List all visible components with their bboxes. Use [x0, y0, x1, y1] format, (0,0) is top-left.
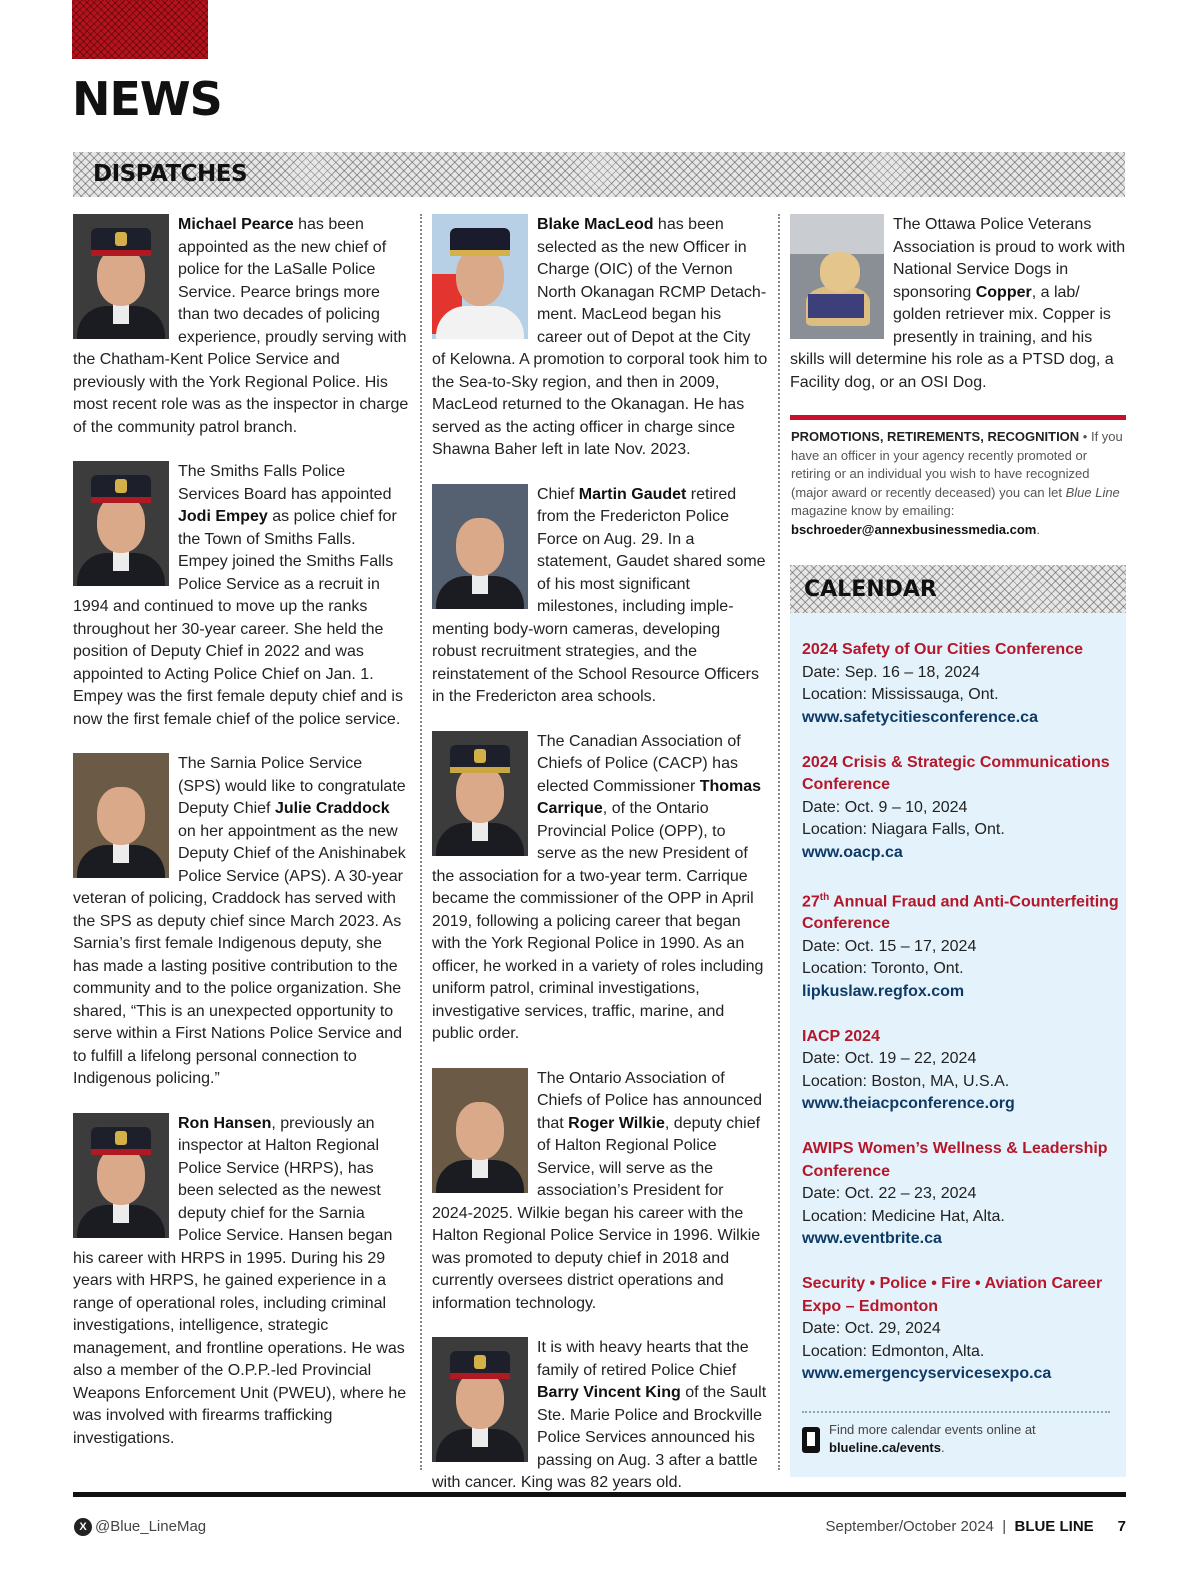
- dispatches-heading: DISPATCHES: [93, 161, 248, 187]
- event-location: Location: Medicine Hat, Alta.: [802, 1207, 1005, 1225]
- promo-body: If you have an officer in your agency recently promoted or retiring or an individual you wish to have recognized (major award or recently deceased) you can let: [791, 429, 1123, 500]
- column-2: [432, 214, 768, 1495]
- event-location: Location: Niagara Falls, Ont.: [802, 821, 1005, 838]
- news-text: has been selected as the new Officer in Charge (OIC) of the Vernon North Okanagan RCMP Detachment. MacLeod began his career out of Depot at the City of Kelowna. A promotion to corporal took him to the Sea-to-Sky region, and then in 2009, MacLeod returned to the Okanagan. He has served as the acting officer in charge since Shawna Baher left in late Nov. 2023.: [432, 216, 768, 458]
- event-title: 2024 Crisis & Strategic Communications Conference: [802, 753, 1110, 793]
- officer-photo: [73, 461, 169, 586]
- calendar-banner: [790, 565, 1126, 613]
- event-date: Date: Sep. 16 – 18, 2024: [802, 663, 980, 681]
- news-text: , a lab/ golden retriever mix. Copper is presently in training, and his skills will determine his role as a PTSD dog, a Facility dog, or an OSI Dog.: [790, 283, 1114, 391]
- section-title: NEWS: [72, 72, 222, 126]
- calendar-more-period: .: [941, 1440, 945, 1455]
- column-3: [790, 214, 1126, 394]
- event-location: Location: Mississauga, Ont.: [802, 686, 999, 703]
- officer-photo: [73, 1113, 169, 1238]
- news-text: The Canadian Association of Chiefs of Police (CACP) has elected Commissioner: [537, 732, 741, 795]
- news-text: Chief: [537, 485, 579, 503]
- person-name: Thomas Carrique: [537, 777, 762, 817]
- officer-photo: [432, 731, 528, 856]
- event-location: Location: Boston, MA, U.S.A.: [802, 1072, 1010, 1090]
- dispatches-banner: [73, 152, 1125, 197]
- news-item-craddock: [73, 753, 409, 1091]
- event-link[interactable]: www.emergencyservicesexpo.ca: [802, 1365, 1052, 1383]
- tablet-icon: [802, 1427, 820, 1453]
- event-title: AWIPS Women’s Wellness & Leadership Conference: [802, 1140, 1108, 1180]
- news-item-copper: [790, 214, 1126, 394]
- calendar-event: [802, 887, 1122, 1004]
- column-1: [73, 214, 409, 1450]
- news-text: It is with heavy hearts that the family of retired Police Chief: [537, 1339, 749, 1379]
- dog-name: Copper: [975, 283, 1032, 301]
- column-divider: [778, 214, 780, 1470]
- event-date: Date: Oct. 9 – 10, 2024: [802, 798, 968, 816]
- event-title: 2024 Safety of Our Cities Conference: [802, 641, 1083, 658]
- news-text: , of the Ontario Provincial Police (OPP), to serve as the new President of the association for a two-year term. Carrique became the commissioner of the OPP in April 2019, following a policing career that began with the York Regional Police in 1990. As an officer, he worked in a variety of roles including uniform patrol, criminal investigations, investigative services, traffic, marine, and public order.: [432, 800, 764, 1042]
- magazine-title: BLUE LINE: [1014, 1518, 1094, 1535]
- calendar-event: [802, 1138, 1122, 1251]
- calendar-event: [802, 752, 1122, 865]
- promo-body: magazine know by emailing:: [791, 503, 955, 518]
- news-item-pearce: [73, 214, 409, 439]
- event-title-suffix: th: [819, 891, 830, 903]
- social-handle[interactable]: @Blue_LineMag: [95, 1518, 207, 1535]
- person-name: Blake MacLeod: [537, 216, 654, 233]
- calendar-events: [802, 639, 1122, 1408]
- calendar-events-link[interactable]: blueline.ca/events: [829, 1440, 941, 1455]
- calendar-panel: [790, 565, 1126, 1477]
- footer-social: [74, 1518, 206, 1536]
- calendar-event: [802, 639, 1122, 729]
- calendar-more: [802, 1411, 1110, 1457]
- event-link[interactable]: www.safetycitiesconference.ca: [802, 708, 1038, 726]
- event-date: Date: Oct. 22 – 23, 2024: [802, 1185, 977, 1203]
- person-name: Barry Vincent King: [537, 1384, 681, 1401]
- promo-email-link[interactable]: bschroeder@annexbusinessmedia.com: [791, 521, 1037, 537]
- promo-period: .: [1036, 521, 1040, 537]
- news-item-carrique: [432, 731, 768, 1046]
- news-text: The Ontario Association of Chiefs of Police has announced that: [537, 1069, 763, 1132]
- event-link[interactable]: www.oacp.ca: [802, 843, 903, 861]
- footer-rule: [73, 1492, 1126, 1497]
- officer-photo: [73, 214, 169, 339]
- news-text: has been appointed as the new chief of police for the LaSalle Police Service. Pearce brings more than two decades of policing experience, proudly serving with the Chatham-Kent Police Service and previously with the York Regional Police. His most recent role was as the inspector in charge of the community patrol branch.: [73, 216, 409, 436]
- footer-separator: |: [993, 1518, 1015, 1535]
- news-text: , deputy chief of Halton Regional Police Service, will serve as the association’s President for 2024-2025. Wilkie began his career with the Halton Regional Police Service in 1996. Wilkie was promoted to deputy chief in 2018 and currently oversees district operations and information technology.: [432, 1114, 761, 1312]
- event-title-text: Annual Fraud and Anti-Counterfeiting Conference: [802, 892, 1119, 933]
- person-name: Roger Wilkie: [568, 1114, 665, 1132]
- event-date: Date: Oct. 19 – 22, 2024: [802, 1050, 977, 1068]
- news-item-macleod: [432, 214, 768, 462]
- event-title: Security • Police • Fire • Aviation Career Expo – Edmonton: [802, 1275, 1103, 1315]
- calendar-more-text: Find more calendar events online at: [829, 1422, 1036, 1437]
- issue-date: September/October 2024: [825, 1518, 994, 1535]
- officer-photo: [432, 1068, 528, 1193]
- news-item-empey: [73, 461, 409, 731]
- officer-photo: [432, 214, 528, 339]
- news-item-hansen: [73, 1113, 409, 1451]
- person-name: Jodi Empey: [178, 508, 268, 525]
- magazine-name: Blue Line: [1065, 484, 1120, 500]
- event-title: [802, 887, 1122, 936]
- person-name: Michael Pearce: [178, 216, 294, 233]
- news-text: on her appointment as the new Deputy Chief of the Anishinabek Police Service (APS). A 30-year veteran of policing, Craddock has served with the SPS as deputy chief since March 2023. As Sarnia’s first female Indigenous deputy, she has made a lasting positive contribution to the community and to the police organization. She shared, “This is an unexpected opportunity to serve within a First Nations Police Service and to fulfill a lifelong personal connection to Indigenous policing.”: [73, 822, 406, 1087]
- news-text: The Smiths Falls Police Services Board has appointed: [178, 463, 392, 503]
- promo-bullet: •: [1079, 429, 1091, 444]
- news-text: retired from the Fredericton Police Force on Aug. 29. In a statement, Gaudet shared some of his most significant milestones, including implementing body-worn cameras, developing robust recruitment strategies, and the reinstatement of the School Resource Officers in the Fredericton area schools.: [432, 485, 766, 705]
- officer-photo: [73, 753, 169, 878]
- event-title-number: 27: [802, 892, 820, 910]
- promotions-notice: [791, 428, 1127, 539]
- event-link[interactable]: lipkuslaw.regfox.com: [802, 982, 965, 1000]
- event-location: Location: Toronto, Ont.: [802, 960, 964, 978]
- news-text: The Sarnia Police Service (SPS) would like to congratulate Deputy Chief: [178, 755, 406, 817]
- promo-divider: [790, 415, 1126, 420]
- event-link[interactable]: www.eventbrite.ca: [802, 1230, 942, 1248]
- news-text: as police chief for the Town of Smiths Falls. Empey joined the Smiths Falls Police Service as a recruit in 1994 and continued to move up the ranks throughout her 30-year career. She held the position of Deputy Chief in 2022 and was appointed to Acting Police Chief on Jan. 1. Empey was the first female deputy chief and is now the first female chief of the police service.: [73, 508, 403, 728]
- calendar-event: [802, 1026, 1122, 1116]
- person-name: Julie Craddock: [274, 800, 390, 817]
- person-name: Ron Hansen: [178, 1114, 272, 1132]
- officer-photo: [432, 1337, 528, 1462]
- page-number: 7: [1117, 1518, 1126, 1535]
- dog-photo: [790, 214, 884, 339]
- news-item-king: [432, 1337, 768, 1495]
- event-date: Date: Oct. 29, 2024: [802, 1320, 941, 1338]
- officer-photo: [432, 484, 528, 609]
- event-date: Date: Oct. 15 – 17, 2024: [802, 937, 977, 955]
- news-text: The Ottawa Police Veterans Association is proud to work with National Service Dogs in sponsoring: [893, 216, 1126, 301]
- news-text: of the Sault Ste. Marie Police and Brockville Police Services announced his passing on Aug. 3 after a battle with cancer. King was 82 years old.: [432, 1384, 767, 1491]
- calendar-heading: CALENDAR: [804, 577, 937, 602]
- event-location: Location: Edmonton, Alta.: [802, 1342, 985, 1360]
- event-title: IACP 2024: [802, 1027, 880, 1045]
- event-link[interactable]: www.theiacpconference.org: [802, 1095, 1015, 1113]
- news-item-wilkie: [432, 1068, 768, 1316]
- column-divider: [420, 214, 422, 1470]
- x-logo-icon: X: [74, 1518, 92, 1536]
- news-text: , previously an inspector at Halton Regional Police Service (HRPS), has been selected as the newest deputy chief for the Sarnia Police Service. Hansen began his career with HRPS in 1995. During his 29 years with HRPS, he gained experience in a range of operational roles, including criminal investigations, intelligence, strategic management, and frontline operations. He was also a member of the O.P.P.-led Provincial Weapons Enforcement Unit (PWEU), where he was involved with firearms trafficking investigations.: [73, 1114, 407, 1447]
- calendar-event: [802, 1273, 1122, 1386]
- promo-heading: PROMOTIONS, RETIREMENTS, RECOGNITION: [791, 429, 1080, 444]
- person-name: Martin Gaudet: [578, 485, 687, 503]
- news-item-gaudet: [432, 484, 768, 709]
- footer-issue: [825, 1518, 1126, 1535]
- decorative-red-block: [72, 0, 208, 59]
